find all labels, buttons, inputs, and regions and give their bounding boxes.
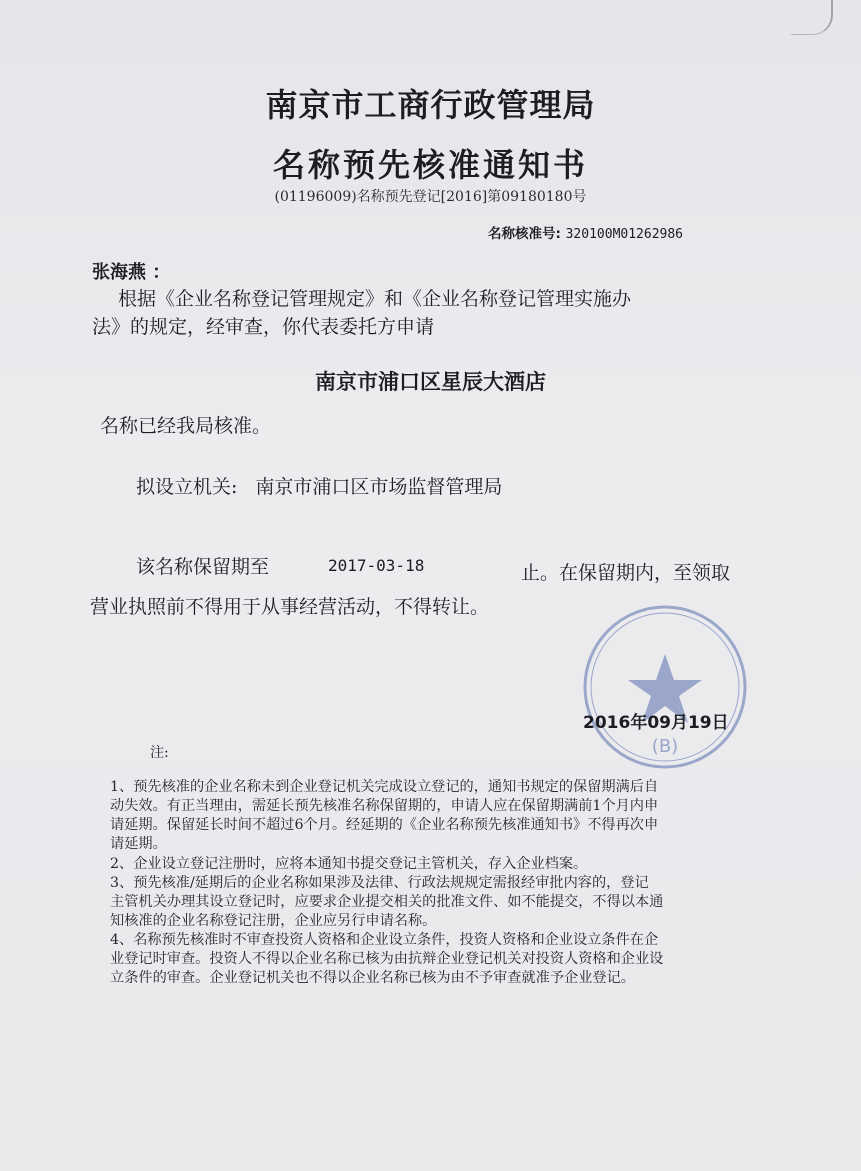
agency-label: 拟设立机关: bbox=[136, 476, 238, 498]
addressee: 张海燕 ： bbox=[92, 262, 171, 283]
reserve-date: 2017-03-18 bbox=[328, 556, 425, 575]
approval-number-label: 名称核准号: bbox=[488, 226, 561, 242]
seal-code: (B) bbox=[651, 736, 679, 757]
note-line: 3、预先核准/延期后的企业名称如果涉及法律、行政法规规定需报经审批内容的，登记 bbox=[110, 875, 649, 891]
proposed-agency bbox=[136, 472, 502, 499]
note-line: 立条件的审查。企业登记机关也不得以企业名称已核为由不予审查就准予企业登记。 bbox=[110, 970, 635, 986]
note-line: 动失效。有正当理由，需延长预先核准名称保留期的，申请人应在保留期满前1个月内申 bbox=[110, 798, 659, 814]
corner-mark bbox=[791, 0, 833, 35]
note-line: 知核准的企业名称登记注册，企业应另行申请名称。 bbox=[110, 913, 437, 929]
note-line: 业登记时审查。投资人不得以企业名称已核为由抗辩企业登记机关对投资人资格和企业设 bbox=[110, 951, 664, 967]
note-line: 2、企业设立登记注册时，应将本通知书提交登记主管机关，存入企业档案。 bbox=[110, 856, 588, 872]
body-line-2: 法》的规定，经审查，你代表委托方申请 bbox=[92, 316, 435, 338]
reserve-line-2: 营业执照前不得用于从事经营活动，不得转让。 bbox=[90, 596, 490, 618]
approval-number-code: 320100M01262986 bbox=[565, 227, 684, 242]
note-line: 4、名称预先核准时不审查投资人资格和企业设立条件，投资人资格和企业设立条件在企 bbox=[110, 932, 659, 948]
bureau-name: 南京市工商行政管理局 bbox=[265, 86, 596, 124]
document-number: (01196009)名称预先登记[2016]第09180180号 bbox=[274, 189, 587, 205]
note-line: 请延期。 bbox=[110, 836, 167, 852]
document-title: 名称预先核准通知书 bbox=[272, 146, 588, 184]
company-name: 南京市浦口区星辰大酒店 bbox=[315, 370, 546, 394]
approved-text: 名称已经我局核准。 bbox=[100, 415, 272, 437]
note-line: 主管机关办理其设立登记时，应要求企业提交相关的批准文件、如不能提交，不得以本通 bbox=[110, 894, 664, 910]
official-seal bbox=[580, 602, 750, 772]
note-line: 1、预先核准的企业名称未到企业登记机关完成设立登记的，通知书规定的保留期满后自 bbox=[110, 779, 659, 795]
body-line-1: 根据《企业名称登记管理规定》和《企业名称登记管理实施办 bbox=[118, 288, 632, 310]
reserve-label: 该名称保留期至 bbox=[136, 556, 270, 578]
reserve-tail: 止。在保留期内，至领取 bbox=[521, 562, 731, 584]
issue-date: 2016年09月19日 bbox=[583, 713, 729, 733]
agency-name: 南京市浦口区市场监督管理局 bbox=[255, 476, 503, 498]
notes-label: 注: bbox=[150, 745, 169, 761]
note-line: 请延期。保留延长时间不超过6个月。经延期的《企业名称预先核准通知书》不得再次申 bbox=[110, 817, 659, 833]
approval-number bbox=[488, 222, 683, 242]
